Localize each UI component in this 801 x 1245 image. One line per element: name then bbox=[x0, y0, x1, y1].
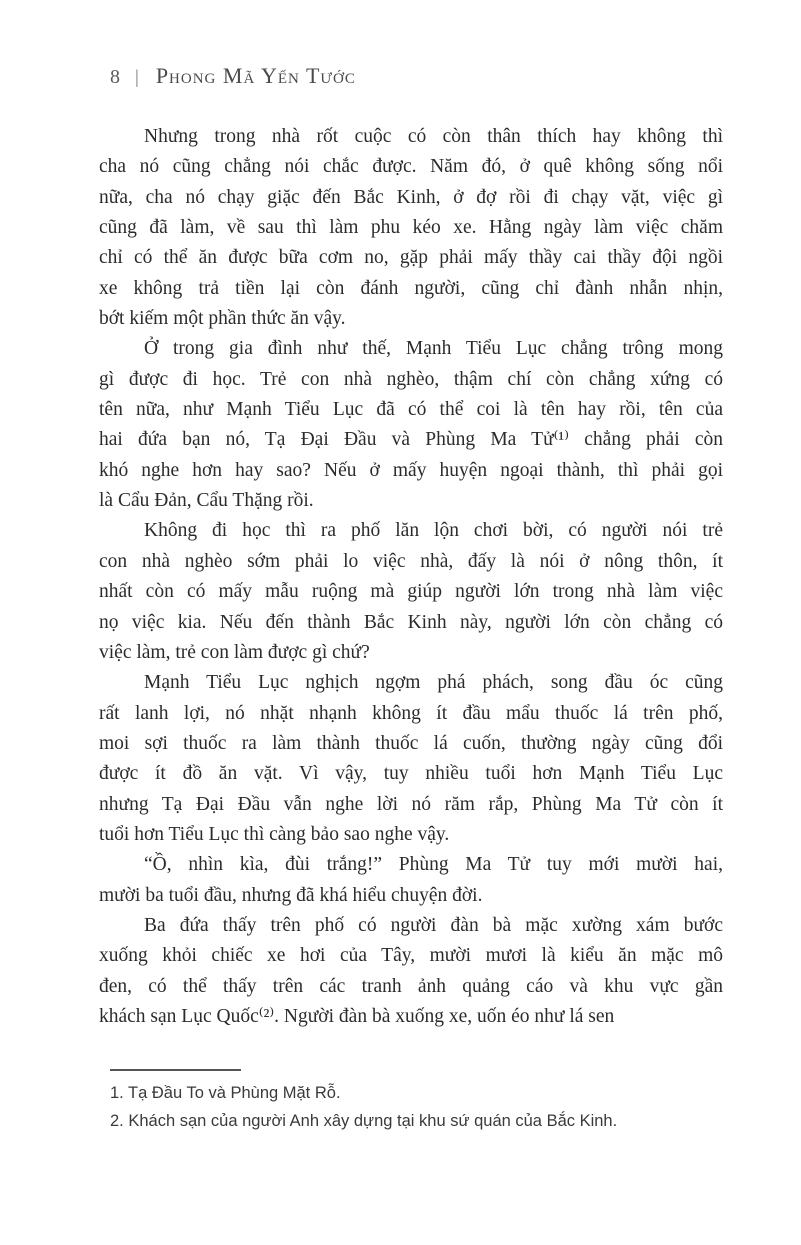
body-line: nhưng Tạ Đại Đầu vẫn nghe lời nó răm rắp, Phùng Ma Tử còn ít bbox=[99, 793, 723, 815]
body-line: gì được đi học. Trẻ con nhà nghèo, thậm chí còn chẳng xứng có bbox=[99, 368, 723, 390]
body-line: Không đi học thì ra phố lăn lộn chơi bời, có người nói trẻ bbox=[144, 520, 723, 542]
body-line: Nhưng trong nhà rốt cuộc có còn thân thích hay không thì bbox=[144, 126, 723, 147]
body-line: “Ồ, nhìn kìa, đùi trắng!” Phùng Ma Tử tuy mới mười hai, bbox=[144, 854, 723, 876]
body-line: khách sạn Lục Quốc⁽²⁾. Người đàn bà xuống xe, uốn éo như lá sen bbox=[99, 1005, 615, 1027]
body-line: khó nghe hơn hay sao? Nếu ở mấy huyện ngoại thành, thì phải gọi bbox=[99, 459, 723, 481]
body-text bbox=[99, 122, 723, 1032]
body-line: được ít đồ ăn vặt. Vì vậy, tuy nhiều tuổi hơn Mạnh Tiểu Lục bbox=[99, 763, 723, 785]
body-line: là Cẩu Đản, Cẩu Thặng rồi. bbox=[99, 490, 314, 512]
body-line: cha nó cũng chẳng nói chắc được. Năm đó, ở quê không sống nổi bbox=[99, 156, 723, 178]
body-line: nhất còn có mấy mẫu ruộng mà giúp người lớn trong nhà làm việc bbox=[99, 581, 723, 603]
body-line: hai đứa bạn nó, Tạ Đại Đầu và Phùng Ma Tử⁽¹⁾ chẳng phải còn bbox=[99, 429, 723, 451]
body-line: tên nữa, như Mạnh Tiểu Lục đã có thể coi là tên hay rồi, tên của bbox=[99, 399, 723, 421]
book-title: Phong Mã Yến Tước bbox=[155, 63, 356, 88]
body-line: nọ việc kia. Nếu đến thành Bắc Kinh này, người lớn còn chẳng có bbox=[99, 611, 723, 633]
paragraph bbox=[99, 516, 723, 668]
body-line: chỉ có thể ăn được bữa cơm no, gặp phải mấy thầy cai thầy đội ngồi bbox=[99, 247, 723, 269]
body-line: cũng đã làm, về sau thì làm phu kéo xe. Hằng ngày làm việc chăm bbox=[99, 217, 723, 239]
body-line: Mạnh Tiểu Lục nghịch ngợm phá phách, song đầu óc cũng bbox=[144, 672, 723, 694]
footnote-item: 1. Tạ Đầu To và Phùng Mặt Rỗ. bbox=[110, 1084, 341, 1102]
body-line: bớt kiếm một phần thức ăn vậy. bbox=[99, 308, 346, 330]
paragraph bbox=[99, 911, 723, 1032]
body-line: đen, có thể thấy trên các tranh ảnh quảng cáo và khu vực gần bbox=[99, 975, 723, 997]
body-line: rất lanh lợi, nó nhặt nhạnh không ít đầu mẩu thuốc lá trên phố, bbox=[99, 702, 723, 724]
paragraph bbox=[99, 850, 723, 911]
paragraph bbox=[99, 122, 723, 334]
body-line: Ở trong gia đình như thế, Mạnh Tiểu Lục chẳng trông mong bbox=[144, 338, 723, 360]
footnote-list bbox=[110, 1079, 617, 1135]
body-line: xuống khỏi chiếc xe hơi của Tây, mười mươi là kiểu ăn mặc mô bbox=[99, 945, 723, 967]
footnote-rule bbox=[110, 1069, 241, 1071]
body-line: Ba đứa thấy trên phố có người đàn bà mặc xường xám bước bbox=[144, 914, 723, 936]
body-line: mười ba tuổi đầu, nhưng đã khá hiểu chuyện đời. bbox=[99, 884, 483, 906]
body-line: việc làm, trẻ con làm được gì chứ? bbox=[99, 641, 370, 663]
paragraph bbox=[99, 334, 723, 516]
page-header bbox=[110, 63, 356, 89]
footnote-section bbox=[110, 1069, 617, 1135]
body-line: nữa, cha nó chạy giặc đến Bắc Kinh, ở đợ rồi đi chạy vặt, việc gì bbox=[99, 186, 723, 208]
body-line: moi sợi thuốc ra làm thành thuốc lá cuốn, thường ngày cũng đổi bbox=[99, 732, 723, 754]
body-line: tuổi hơn Tiểu Lục thì càng bảo sao nghe vậy. bbox=[99, 823, 450, 845]
header-separator-bar: | bbox=[135, 67, 139, 88]
paragraph bbox=[99, 668, 723, 850]
body-line: con nhà nghèo sớm phải lo việc nhà, đấy là nói ở nông thôn, ít bbox=[99, 550, 723, 572]
footnote-item: 2. Khách sạn của người Anh xây dựng tại khu sứ quán của Bắc Kinh. bbox=[110, 1112, 618, 1130]
body-line: xe không trả tiền lại còn đánh người, cũng chỉ đành nhẫn nhịn, bbox=[99, 277, 723, 299]
page-number: 8 bbox=[110, 66, 120, 88]
